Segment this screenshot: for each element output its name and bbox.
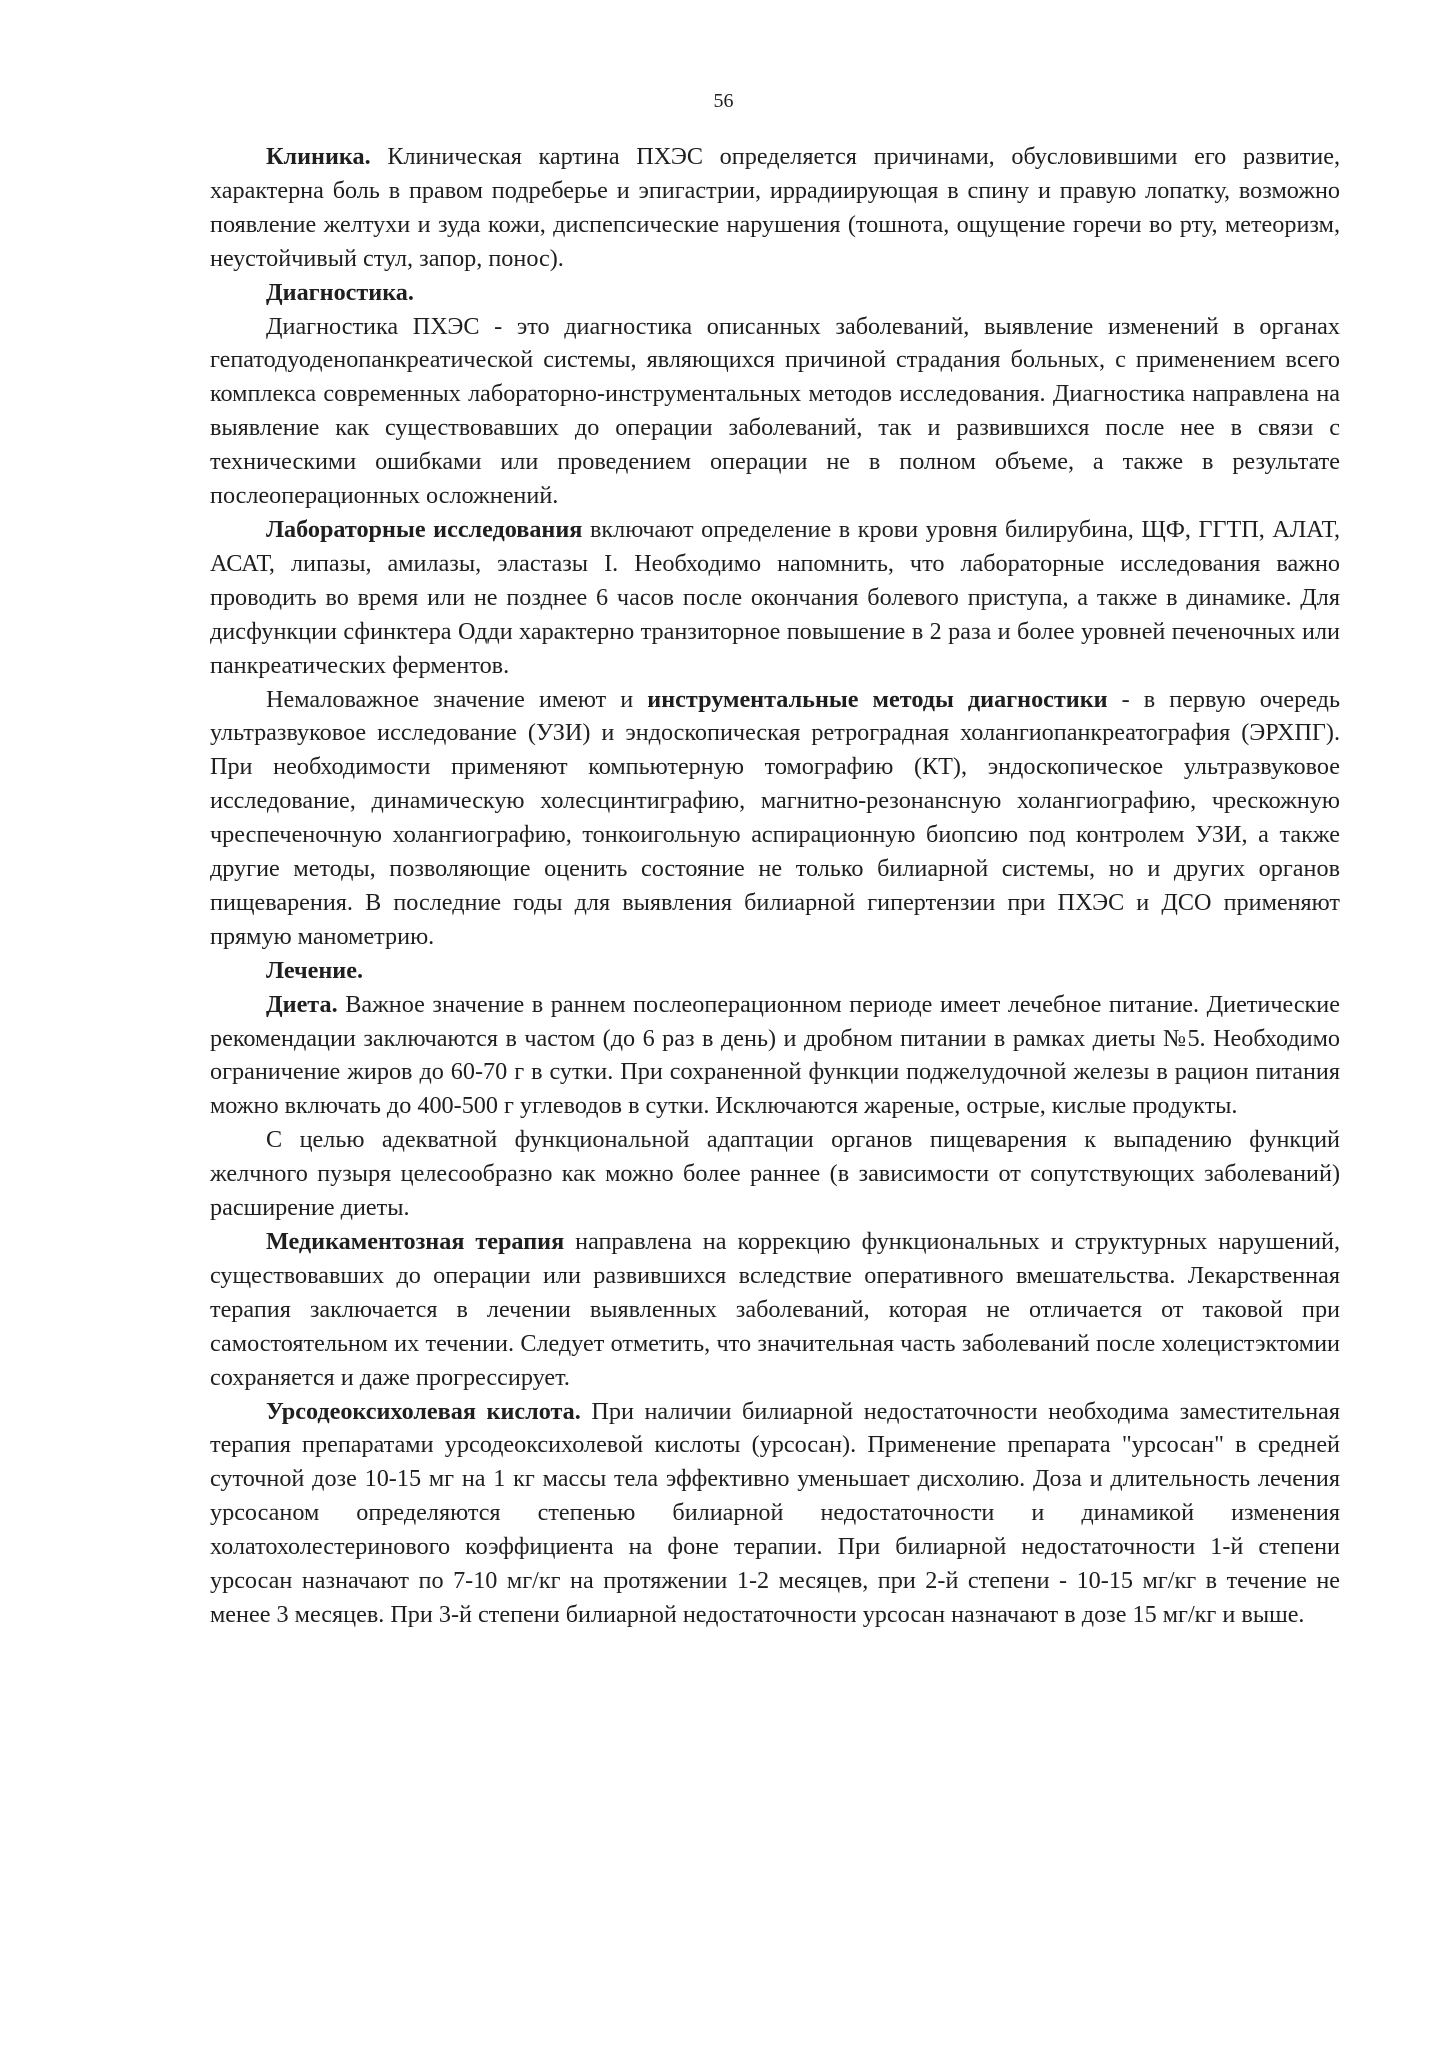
paragraph-diagnostics-heading (210, 276, 1340, 310)
text-medication: направлена на коррекцию функциональных и структурных нарушений, существовавших до операции или развившихся вследствие оперативного вмешательства. Лекарственная терапия заключается в лечении выявленных заболеваний, которая не отличается от таковой при самостоятельном их течении. Следует отметить, что значительная часть заболеваний после холецистэктомии сохраняется и даже прогрессирует. (210, 1228, 1341, 1391)
heading-clinic: Клиника. (266, 143, 371, 170)
paragraph-adaptation (210, 1123, 1340, 1225)
paragraph-udca (210, 1395, 1340, 1632)
heading-diet: Диета. (266, 990, 338, 1018)
paragraph-instrumental (210, 683, 1340, 954)
text-clinic: Клиническая картина ПХЭС определяется причинами, обусловившими его развитие, характерна боль в правом подреберье и эпигастрии, иррадиирующая в спину и правую лопатку, возможно появление желтухи и зуда кожи, диспепсические нарушения (тошнота, ощущение горечи во рту, метеоризм, неустойчивый стул, запор, понос). (210, 143, 1340, 272)
heading-diagnostics: Диагностика. (266, 278, 414, 306)
page-body (210, 140, 1340, 1632)
heading-treatment: Лечение. (266, 956, 364, 984)
heading-udca: Урсодеоксихолевая кислота. (266, 1397, 581, 1425)
heading-instrumental: инструментальные методы диагностики (647, 685, 1108, 713)
text-instrumental-before: Немаловажное значение имеют и (266, 685, 648, 713)
paragraph-clinic (210, 140, 1340, 276)
text-lab: включают определение в крови уровня билирубина, ЩФ, ГГТП, АЛАТ, АСАТ, липазы, амилазы, эластазы I. Необходимо напомнить, что лабораторные исследования важно проводить во время или не позднее 6 часов после окончания болевого приступа, а также в динамике. Для дисфункции сфинктера Одди характерно транзиторное повышение в 2 раза и более уровней печеночных или панкреатических ферментов. (210, 515, 1340, 679)
paragraph-diet (210, 988, 1340, 1124)
paragraph-treatment-heading (210, 954, 1340, 988)
paragraph-lab (210, 513, 1340, 683)
text-diagnostics: Диагностика ПХЭС - это диагностика описанных заболеваний, выявление изменений в органах гепатодуоденопанкреатической системы, являющихся причиной страдания больных, с применением всего комплекса современных лабораторно-инструментальных методов исследования. Диагностика направлена на выявление как существовавших до операции заболеваний, так и развившихся после нее в связи с техническими ошибками или проведением операции не в полном объеме, а также в результате послеоперационных осложнений. (210, 312, 1340, 510)
paragraph-medication (210, 1225, 1340, 1395)
heading-medication: Медикаментозная терапия (266, 1228, 565, 1255)
paragraph-diagnostics (210, 310, 1340, 513)
page-number: 56 (713, 90, 734, 112)
text-diet: Важное значение в раннем послеоперационном периоде имеет лечебное питание. Диетические рекомендации заключаются в частом (до 6 раз в день) и дробном питании в рамках диеты №5. Необходимо ограничение жиров до 60-70 г в сутки. При сохраненной функции поджелудочной железы в рацион питания можно включать до 400-500 г углеводов в сутки. Исключаются жареные, острые, кислые продукты. (210, 990, 1340, 1120)
text-instrumental-after: - в первую очередь ультразвуковое исследование (УЗИ) и эндоскопическая ретроградная холангиопанкреатография (ЭРХПГ). При необходимости применяют компьютерную томографию (КТ), эндоскопическое ультразвуковое исследование, динамическую холесцинтиграфию, магнитно-резонансную холангиографию, чрескожную чреспеченочную холангиографию, тонкоигольную аспирационную биопсию под контролем УЗИ, а также другие методы, позволяющие оценить состояние не только билиарной системы, но и других органов пищеварения. В последние годы для выявления билиарной гипертензии при ПХЭС и ДСО применяют прямую манометрию. (210, 685, 1340, 950)
text-udca: При наличии билиарной недостаточности необходима заместительная терапия препаратами урсодеоксихолевой кислоты (урсосан). Применение препарата "урсосан" в средней суточной дозе 10-15 мг на 1 кг массы тела эффективно уменьшает дисхолию. Доза и длительность лечения урсосаном определяются степенью билиарной недостаточности и динамикой изменения холатохолестеринового коэффициента на фоне терапии. При билиарной недостаточности 1-й степени урсосан назначают по 7-10 мг/кг на протяжении 1-2 месяцев, при 2-й степени - 10-15 мг/кг в течение не менее 3 месяцев. При 3-й степени билиарной недостаточности урсосан назначают в дозе 15 мг/кг и выше. (210, 1397, 1340, 1628)
heading-lab: Лабораторные исследования (266, 515, 583, 543)
text-adaptation: С целью адекватной функциональной адаптации органов пищеварения к выпадению функций желчного пузыря целесообразно как можно более раннее (в зависимости от сопутствующих заболеваний) расширение диеты. (210, 1126, 1340, 1222)
